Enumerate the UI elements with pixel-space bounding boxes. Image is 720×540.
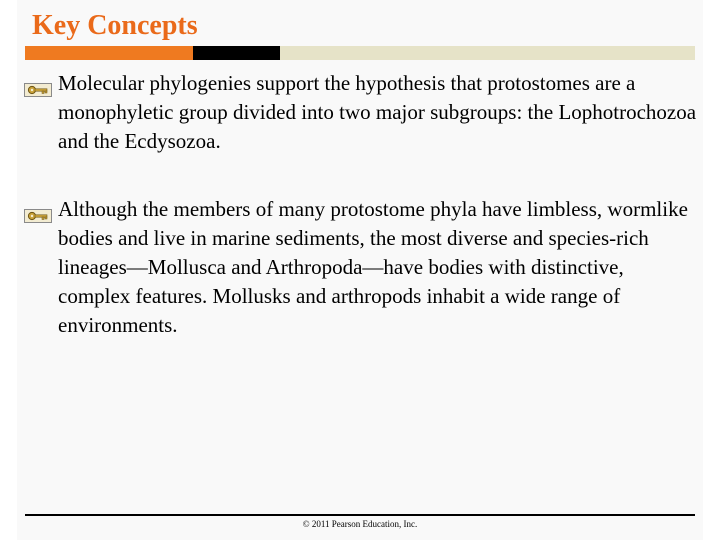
bullet-text: Although the members of many protostome phyla have limbless, wormlike bodies and live in marine sediments, the most diverse and species-rich lineages—Mollusca and Arthropoda—have bodies with distinctive, complex features. Mollusks and arthropods inhabit a wide range of environments. [58,197,688,337]
title-bar-orange-segment [25,46,193,60]
bullet-item [58,195,698,340]
copyright-footer: © 2011 Pearson Education, Inc. [302,519,418,529]
slide-title: Key Concepts [32,10,198,41]
bullet-item [58,69,698,156]
title-bar-black-segment [193,46,280,60]
bullet-text: Molecular phylogenies support the hypothesis that protostomes are a monophyletic group divided into two major subgroups: the Lophotrochozoa and the Ecdysozoa. [58,71,697,153]
title-bar-beige-segment [280,46,695,60]
key-icon [24,202,52,216]
footer-divider [25,514,695,516]
key-icon [24,76,52,90]
